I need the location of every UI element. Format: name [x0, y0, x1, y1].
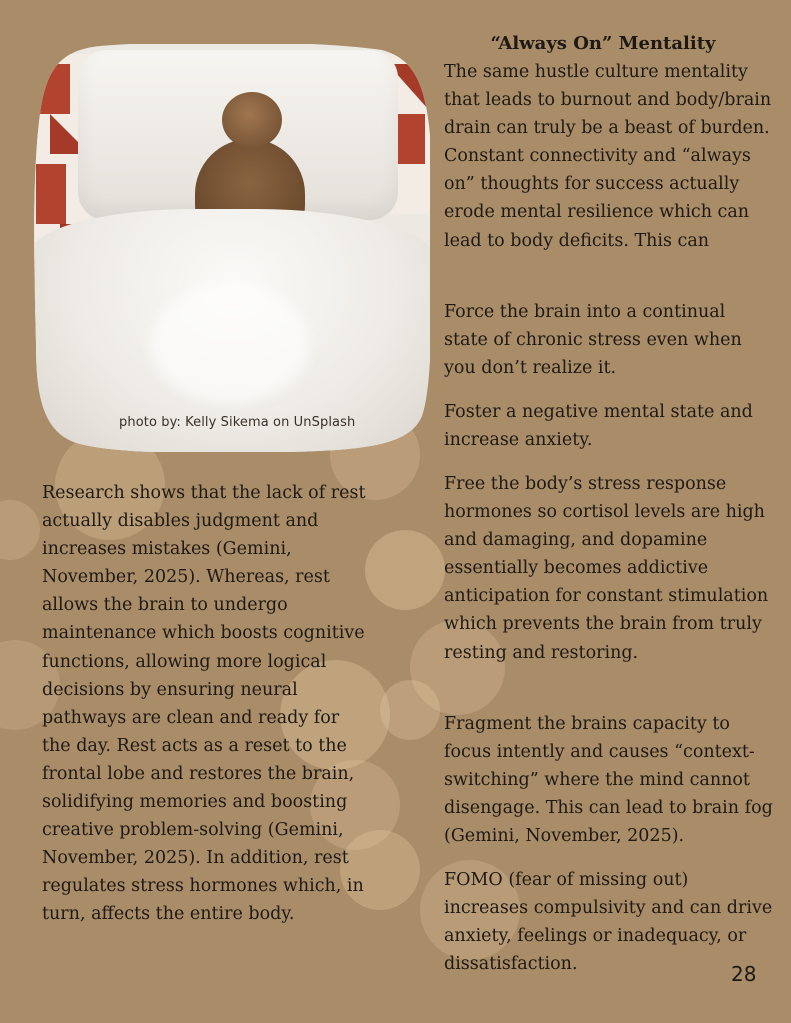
bokeh-circle: [380, 680, 440, 740]
bed-photo: [30, 44, 430, 452]
point-paragraph: Fragment the brains capacity to focus intently and causes “context-switching” where the mind cannot disengage. This can lead to brain fog (Gemini, November, 2025).: [444, 714, 773, 847]
body-paragraph: Research shows that the lack of rest actually disables judgment and increases mistakes (Gemini, November, 2025). Whereas, rest allows the brain to undergo maintenance which boosts cognitive functions, allowing more logical decisions by ensuring neural pathways are clean and ready for the day. Rest acts as a reset to the frontal lobe and restores the brain, solidifying memories and boosting creative problem-solving (Gemini, November, 2025). In addition, rest regulates stress hormones which, in turn, affects the entire body.: [42, 483, 366, 925]
bokeh-circle: [0, 500, 40, 560]
point-paragraph: FOMO (fear of missing out) increases compulsivity and can drive anxiety, feelings or inadequacy, or dissatisfaction.: [444, 870, 773, 975]
page-number: 28: [731, 962, 757, 986]
intro-paragraph: The same hustle culture mentality that leads to burnout and body/brain drain can truly be a beast of burden. Constant connectivity and “always on” thoughts for success actually erode mental resilience which can lead to body deficits. This can: [444, 62, 772, 251]
blanket-fold: [150, 284, 310, 404]
point-paragraph: Force the brain into a continual state of chronic stress even when you don’t realize it.: [444, 302, 742, 379]
quilt-patch: [38, 64, 70, 114]
quilt-patch: [36, 164, 66, 224]
section-title: “Always On” Mentality: [490, 33, 716, 54]
hair-bun: [222, 92, 282, 148]
point-paragraph: Free the body’s stress response hormones so cortisol levels are high and damaging, and dopamine essentially becomes addictive anticipation for constant stimulation which prevents the brain from truly resting and restoring.: [444, 474, 769, 663]
bokeh-circle: [365, 530, 445, 610]
photo-caption: photo by: Kelly Sikema on UnSplash: [119, 415, 356, 430]
point-paragraph: Foster a negative mental state and increase anxiety.: [444, 402, 753, 451]
